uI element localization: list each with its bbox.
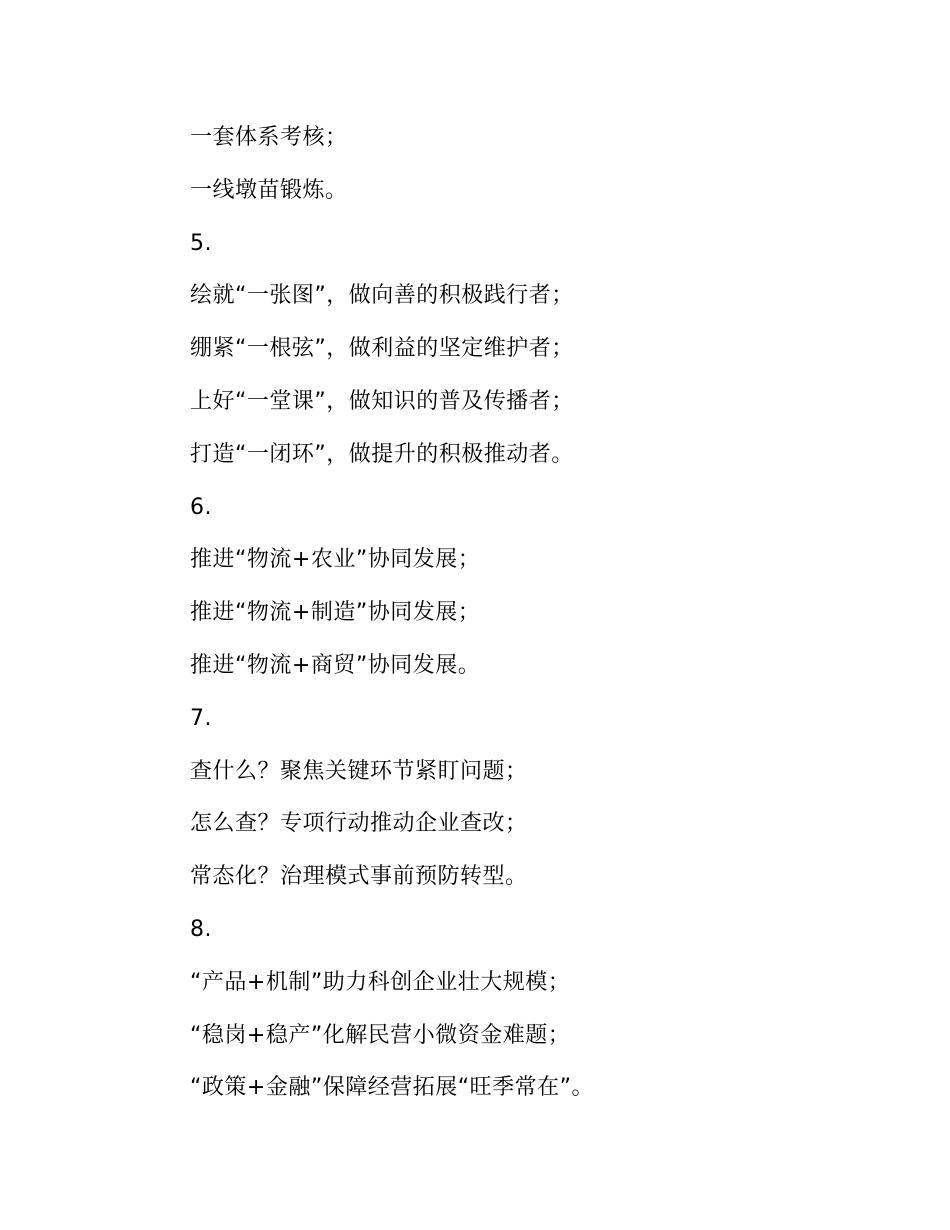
text-line: 一套体系考核；: [190, 125, 348, 150]
text-line: 绘就“一张图”，做向善的积极践行者；: [190, 283, 574, 309]
text-line: 上好“一堂课”，做知识的普及传播者；: [190, 388, 574, 414]
text-line: 怎么查？专项行动推动企业查改；: [190, 811, 528, 837]
text-line: 打造“一闭环”，做提升的积极推动者。: [190, 441, 574, 467]
text-line: 查什么？聚焦关键环节紧盯问题；: [190, 758, 528, 784]
section-number: 5.: [190, 230, 212, 256]
section-number: 7.: [190, 705, 212, 731]
document-body: [190, 112, 890, 1115]
text-line: 推进“物流+商贸”协同发展。: [190, 652, 481, 678]
text-line: “稳岗+稳产”化解民营小微资金难题；: [190, 1022, 571, 1048]
text-line: 推进“物流+制造”协同发展；: [190, 600, 481, 626]
section-number: 8.: [190, 916, 212, 942]
text-line: 推进“物流+农业”协同发展；: [190, 547, 481, 573]
text-line: “政策+金融”保障经营拓展“旺季常在”。: [190, 1075, 595, 1101]
text-line: 绷紧“一根弦”，做利益的坚定维护者；: [190, 336, 574, 362]
text-line: “产品+机制”助力科创企业壮大规模；: [190, 969, 571, 995]
text-line: 常态化？治理模式事前预防转型。: [190, 864, 528, 890]
text-line: 一线墩苗锻炼。: [190, 177, 348, 203]
section-number: 6.: [190, 494, 212, 520]
